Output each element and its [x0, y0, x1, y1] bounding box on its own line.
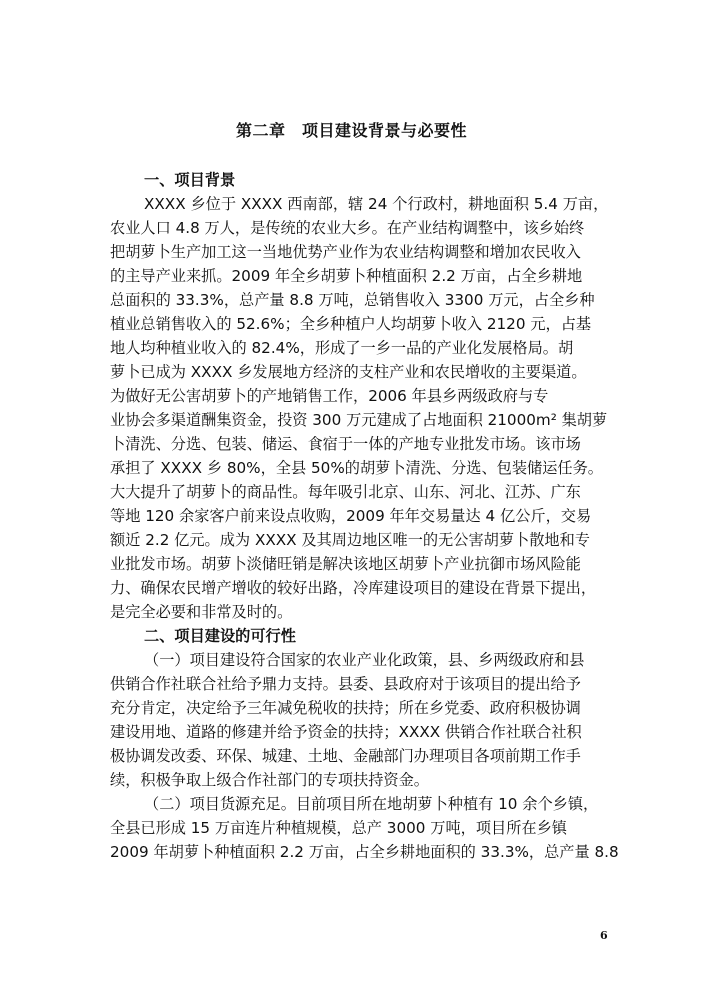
text-line: 萝卜已成为 XXXX 乡发展地方经济的支柱产业和农民增收的主要渠道。	[110, 363, 587, 381]
text-line: 卜清洗、分选、包装、储运、食宿于一体的产地专业批发市场。该市场	[110, 435, 581, 453]
text-line: 是完全必要和非常及时的。	[110, 603, 293, 621]
text-line: 充分肯定，决定给予三年减免税收的扶持；所在乡党委、政府积极协调	[110, 699, 581, 717]
text-line: XXXX 乡位于 XXXX 西南部，辖 24 个行政村，耕地面积 5.4 万亩，	[144, 195, 609, 213]
text-line: 全县已形成 15 万亩连片种植规模，总产 3000 万吨，项目所在乡镇	[110, 819, 567, 837]
text-line: 续，积极争取上级合作社部门的专项扶持资金。	[110, 771, 429, 789]
section-heading-background: 一、项目背景	[144, 171, 236, 189]
text-line: 业协会多渠道酬集资金，投资 300 万元建成了占地面积 21000m² 集胡萝	[110, 411, 608, 429]
text-line: 业批发市场。胡萝卜淡储旺销是解决该地区胡萝卜产业抗御市场风险能	[110, 555, 581, 573]
text-line: 植业总销售收入的 52.6%；全乡种植户人均胡萝卜收入 2120 元，占基	[110, 315, 592, 333]
text-line: 额近 2.2 亿元。成为 XXXX 及其周边地区唯一的无公害胡萝卜散地和专	[110, 531, 590, 549]
text-line: 农业人口 4.8 万人，是传统的农业大乡。在产业结构调整中，该乡始终	[110, 219, 585, 237]
text-line: 力、确保农民增产增收的较好出路，冷库建设项目的建设在背景下提出，	[110, 579, 596, 597]
text-line: 建设用地、道路的修建并给予资金的扶持；XXXX 供销合作社联合社积	[110, 723, 582, 741]
text-line: 把胡萝卜生产加工这一当地优势产业作为农业结构调整和增加农民收入	[110, 243, 581, 261]
chapter-title: 第二章 项目建设背景与必要性	[235, 121, 467, 140]
text-line: 供销合作社联合社给予鼎力支持。县委、县政府对于该项目的提出给予	[110, 675, 581, 693]
text-line: 承担了 XXXX 乡 80%，全县 50%的胡萝卜清洗、分选、包装储运任务。	[110, 459, 603, 477]
text-line: 总面积的 33.3%，总产量 8.8 万吨，总销售收入 3300 万元，占全乡种	[110, 291, 595, 309]
section-heading-feasibility: 二、项目建设的可行性	[144, 627, 296, 645]
text-line: 大大提升了胡萝卜的商品性。每年吸引北京、山东、河北、江苏、广东	[110, 483, 581, 501]
text-line: 地人均种植业收入的 82.4%，形成了一乡一品的产业化发展格局。胡	[110, 339, 574, 357]
text-line: 的主导产业来抓。2009 年全乡胡萝卜种植面积 2.2 万亩，占全乡耕地	[110, 267, 583, 285]
text-line: （二）项目货源充足。目前项目所在地胡萝卜种植有 10 余个乡镇，	[144, 795, 599, 813]
text-line: 为做好无公害胡萝卜的产地销售工作，2006 年县乡两级政府与专	[110, 387, 549, 405]
text-line: （一）项目建设符合国家的农业产业化政策，县、乡两级政府和县	[144, 651, 585, 669]
text-line: 极协调发改委、环保、城建、土地、金融部门办理项目各项前期工作手	[110, 747, 581, 765]
text-line: 等地 120 余家客户前来设点收购，2009 年年交易量达 4 亿公斤，交易	[110, 507, 592, 525]
text-line: 2009 年胡萝卜种植面积 2.2 万亩，占全乡耕地面积的 33.3%，总产量 8.8	[110, 843, 619, 861]
page-number: 6	[600, 929, 608, 942]
